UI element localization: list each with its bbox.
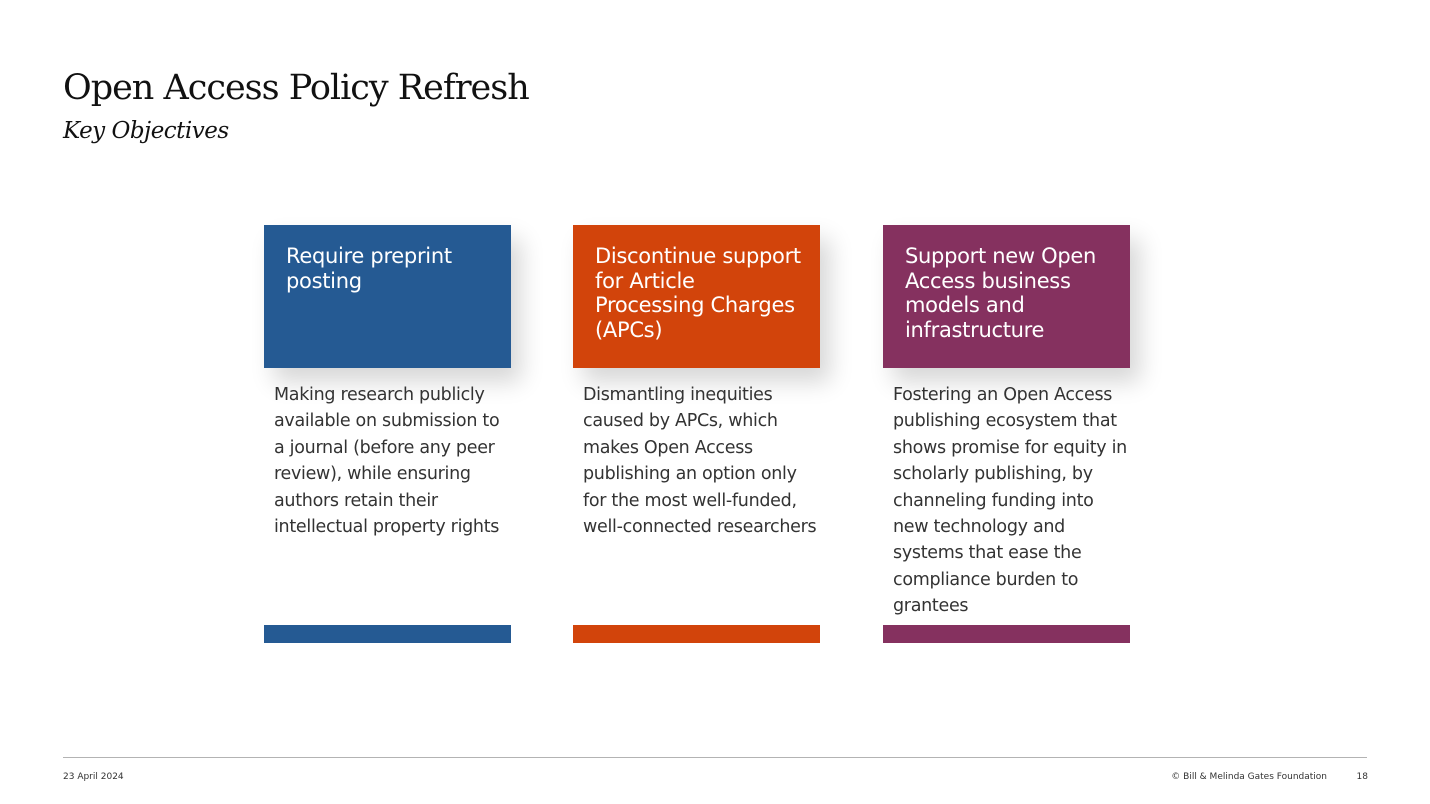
objective-card-preprint bbox=[264, 225, 511, 538]
objective-card-business-models bbox=[883, 225, 1130, 617]
page-number: 18 bbox=[1356, 772, 1368, 782]
objective-header-box bbox=[573, 225, 820, 368]
footer-copyright: © Bill & Melinda Gates Foundation bbox=[1171, 772, 1327, 782]
objective-description: Dismantling inequities caused by APCs, which makes Open Access publishing an option only for the most well-funded, well-connected researchers bbox=[583, 385, 817, 538]
objective-heading: Support new Open Access business models and infrastructure bbox=[905, 244, 1097, 342]
footer-date: 23 April 2024 bbox=[63, 772, 124, 782]
slide-subtitle: Key Objectives bbox=[63, 118, 229, 144]
footer-divider bbox=[63, 757, 1367, 758]
objective-description: Fostering an Open Access publishing ecosystem that shows promise for equity in scholarly publishing, by channeling funding into new technology and systems that ease the compliance burden to grantees bbox=[893, 385, 1127, 617]
objective-header-box bbox=[883, 225, 1130, 368]
objective-accent-bar bbox=[264, 625, 511, 643]
objective-description: Making research publicly available on submission to a journal (before any peer review), while ensuring authors retain their intellectual property rights bbox=[274, 385, 500, 538]
objective-header-box bbox=[264, 225, 511, 368]
objective-heading: Discontinue support for Article Processing Charges (APCs) bbox=[595, 244, 801, 342]
objective-heading: Require preprint posting bbox=[286, 244, 452, 293]
objective-accent-bar bbox=[573, 625, 820, 643]
objective-card-apcs bbox=[573, 225, 820, 538]
slide-title: Open Access Policy Refresh bbox=[63, 68, 529, 108]
objective-accent-bar bbox=[883, 625, 1130, 643]
